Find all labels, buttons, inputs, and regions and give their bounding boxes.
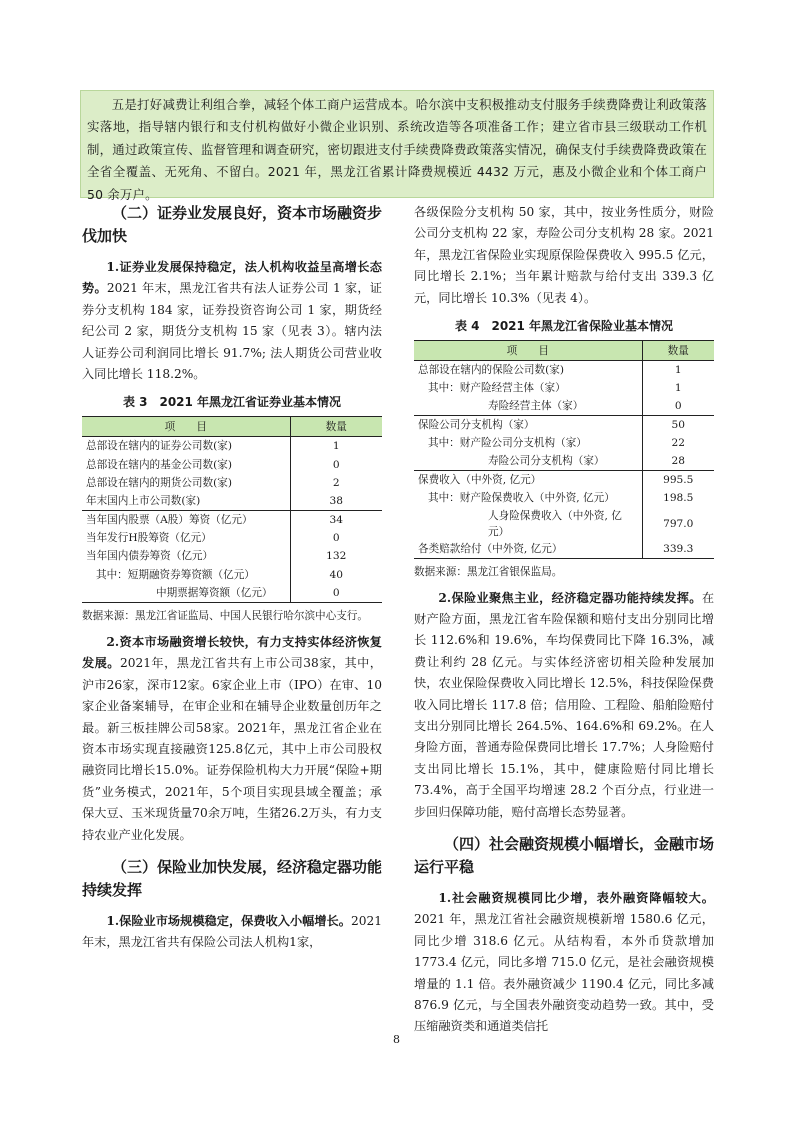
row-label: 其中：财产险保费收入（中外资, 亿元） bbox=[428, 492, 615, 505]
securities-body: 2021 年末，黑龙江省共有法人证券公司 1 家，证券分支机构 184 家，证券投资咨询公司 1 家，期货经纪公司 2 家，期货分支机构 15 家（见表 3）。辖内法人证券公司利润同比增长 91.7%; 法人期货公司营业收入同比增长 118.2%。 bbox=[82, 281, 382, 382]
row-value: 797.0 bbox=[642, 508, 714, 540]
row-label: 当年发行H股筹资（亿元） bbox=[86, 532, 212, 545]
row-value: 34 bbox=[290, 511, 382, 529]
table-row bbox=[82, 437, 382, 455]
row-label: 寿险公司分支机构（家） bbox=[488, 455, 605, 468]
row-value: 1 bbox=[642, 361, 714, 379]
row-label: 当年国内股票（A股）筹资（亿元） bbox=[82, 511, 290, 529]
capital-market-body: 2021年，黑龙江省共有上市公司38家，其中，沪市26家，深市12家。6家企业上市（IPO）在审、10家企业备案辅导，在审企业和在辅导企业数量创历年之最。新三板挂牌公司58家。2021年，黑龙江省企业在资本市场实现直接融资125.8亿元，其中上市公司股权融资同比增长15.0%。证券保险机构大力开展“保险+期货”业务模式，2021年，5个项目实现县域全覆盖；承保大豆、玉米现货量70余万吨，生猪26.2万头，有力支持农业产业化发展。 bbox=[82, 656, 382, 842]
right-column bbox=[414, 202, 714, 1038]
left-column bbox=[82, 202, 382, 954]
table-row bbox=[82, 566, 382, 584]
securities-paragraph bbox=[82, 257, 382, 385]
row-label: 寿险经营主体（家） bbox=[488, 400, 584, 413]
row-label: 总部设在辖内的基金公司数(家) bbox=[86, 458, 232, 471]
table-row bbox=[414, 489, 714, 507]
table-3-source: 数据来源：黑龙江省证监局、中国人民银行哈尔滨中心支行。 bbox=[82, 609, 369, 622]
row-label: 其中：财产险公司分支机构（家） bbox=[428, 437, 587, 450]
social-financing-paragraph bbox=[414, 888, 714, 1038]
section-2-title: （二）证券业发展良好，资本市场融资步伐加快 bbox=[82, 204, 383, 245]
row-value: 2 bbox=[290, 474, 382, 492]
table-3 bbox=[82, 416, 382, 603]
table-row bbox=[414, 471, 714, 489]
table-row bbox=[414, 397, 714, 415]
row-value: 50 bbox=[642, 416, 714, 434]
table-3-header-item: 项 目 bbox=[82, 417, 290, 437]
table-row bbox=[82, 547, 382, 565]
row-value: 995.5 bbox=[642, 471, 714, 489]
table-3-caption: 表 3 2021 年黑龙江省证券业基本情况 bbox=[122, 395, 342, 410]
row-label: 人身险保费收入（中外资, 亿元） bbox=[488, 509, 622, 538]
table-4-caption: 表 4 2021 年黑龙江省保险业基本情况 bbox=[454, 319, 674, 334]
table-row bbox=[414, 434, 714, 452]
row-value: 0 bbox=[290, 455, 382, 473]
row-label: 各类赔款给付（中外资, 亿元） bbox=[414, 540, 642, 558]
insurance-function-lead: 2.保险业聚焦主业，经济稳定器功能持续发挥。 bbox=[438, 590, 702, 605]
row-label: 其中：短期融资券筹资额（亿元） bbox=[96, 568, 255, 581]
table-4-header-item: 项 目 bbox=[414, 341, 642, 361]
table-row bbox=[414, 540, 714, 558]
insurance-paragraph bbox=[82, 911, 382, 954]
row-label: 当年国内债券筹资（亿元） bbox=[86, 550, 214, 563]
row-label: 其中：财产险经营主体（家） bbox=[428, 382, 566, 395]
table-row bbox=[82, 529, 382, 547]
insurance-function-paragraph bbox=[414, 588, 714, 823]
table-4-source: 数据来源：黑龙江省银保监局。 bbox=[414, 565, 563, 578]
row-label: 年末国内上市公司数(家) bbox=[86, 495, 201, 508]
row-value: 1 bbox=[290, 437, 382, 455]
social-financing-lead: 1.社会融资规模同比少增，表外融资降幅较大。 bbox=[438, 891, 714, 906]
table-row bbox=[414, 508, 714, 540]
table-row bbox=[414, 452, 714, 470]
insurance-body: 2021年末，黑龙江省共有保险公司法人机构1家， bbox=[82, 914, 382, 950]
row-label: 中期票据筹资额（亿元） bbox=[82, 584, 290, 602]
capital-market-paragraph bbox=[82, 632, 382, 846]
table-row bbox=[82, 511, 382, 529]
table-row bbox=[82, 455, 382, 473]
row-value: 28 bbox=[642, 452, 714, 470]
page-number: 8 bbox=[393, 1033, 400, 1046]
row-label: 总部设在辖内的期货公司数(家) bbox=[86, 476, 232, 489]
row-value: 132 bbox=[290, 547, 382, 565]
table-3-header-count: 数量 bbox=[290, 417, 382, 437]
section-3-title: （三）保险业加快发展，经济稳定器功能持续发挥 bbox=[82, 858, 383, 900]
highlight-box bbox=[80, 90, 714, 202]
insurance-lead: 1.保险业市场规模稳定，保费收入小幅增长。 bbox=[106, 914, 351, 929]
row-value: 0 bbox=[290, 529, 382, 547]
table-3-body bbox=[82, 437, 382, 603]
table-4-header-count: 数量 bbox=[642, 341, 714, 361]
row-value: 1 bbox=[642, 379, 714, 397]
row-value: 0 bbox=[642, 397, 714, 415]
row-label: 保费收入（中外资, 亿元） bbox=[414, 471, 642, 489]
row-value: 22 bbox=[642, 434, 714, 452]
table-row bbox=[82, 492, 382, 510]
social-financing-body: 2021 年，黑龙江省社会融资规模新增 1580.6 亿元，同比少增 318.6 亿元。从结构看，本外币贷款增加 1773.4 亿元，同比多增 715.0 亿元，是社会融资规模增量的 1.1 倍。表外融资减少 1190.4 亿元，同比多减 876.9 亿元，与全国表外融资变动趋势一致。其中，受压缩融资类和通道类信托 bbox=[414, 912, 714, 1034]
row-value: 0 bbox=[290, 584, 382, 602]
table-row bbox=[82, 474, 382, 492]
row-label: 总部设在辖内的保险公司数(家) bbox=[418, 363, 564, 376]
table-4 bbox=[414, 340, 714, 559]
securities-lead: 1.证券业发展保持稳定，法人机构收益呈高增长态势。 bbox=[82, 260, 382, 296]
insurance-paragraph-continued: 各级保险分支机构 50 家，其中，按业务性质分，财险公司分支机构 22 家，寿险公司分支机构 28 家。2021 年，黑龙江省保险业实现原保险保费收入 995.5 亿元，同比增长 2.1%；当年累计赔款与给付支出 339.3 亿元，同比增长 10.3%（见表 4）。 bbox=[414, 205, 714, 305]
row-label: 总部设在辖内的证券公司数(家) bbox=[86, 440, 232, 453]
table-row bbox=[414, 361, 714, 379]
highlight-paragraph: 五是打好减费让利组合拳，减轻个体工商户运营成本。哈尔滨中支积极推动支付服务手续费降费让利政策落实落地，指导辖内银行和支付机构做好小微企业识别、系统改造等各项准备工作；建立省市县三级联动工作机制，通过政策宣传、监督管理和调查研究，密切跟进支付手续费降费政策落实情况，确保支付手续费降费政策在全省全覆盖、无死角、不留白。2021 年，黑龙江省累计降费规模近 4432 万元，惠及小微企业和个体工商户 50 余万户。 bbox=[87, 97, 707, 202]
row-label: 保险公司分支机构（家） bbox=[414, 416, 642, 434]
row-value: 40 bbox=[290, 566, 382, 584]
table-row bbox=[414, 379, 714, 397]
section-4-title: （四）社会融资规模小幅增长，金融市场运行平稳 bbox=[414, 835, 715, 877]
table-row bbox=[82, 584, 382, 602]
table-4-body bbox=[414, 361, 714, 559]
capital-market-lead: 2.资本市场融资增长较快，有力支持实体经济恢复发展。 bbox=[82, 634, 382, 671]
table-row bbox=[414, 416, 714, 434]
insurance-function-body: 在财产险方面，黑龙江省车险保额和赔付支出分别同比增长 112.6%和 19.6%，车均保费同比下降 16.3%，减费让利约 28 亿元。与实体经济密切相关险种发展加快，农业保险保费收入同比增长 12.5%，科技保险保费收入同比增长 117.8 倍；信用险、工程险、船舶险赔付支出分别同比增长 264.5%、164.6%和 69.2%。在人身险方面，普通寿险保费同比增长 17.7%；人身险赔付支出同比增长 15.1%，其中，健康险赔付同比增长 73.4%，高于全国平均增速 28.2 个百分点，行业进一步回归保障功能，赔付高增长态势显著。 bbox=[414, 590, 714, 819]
row-value: 339.3 bbox=[642, 540, 714, 558]
row-value: 198.5 bbox=[642, 489, 714, 507]
row-value: 38 bbox=[290, 492, 382, 510]
